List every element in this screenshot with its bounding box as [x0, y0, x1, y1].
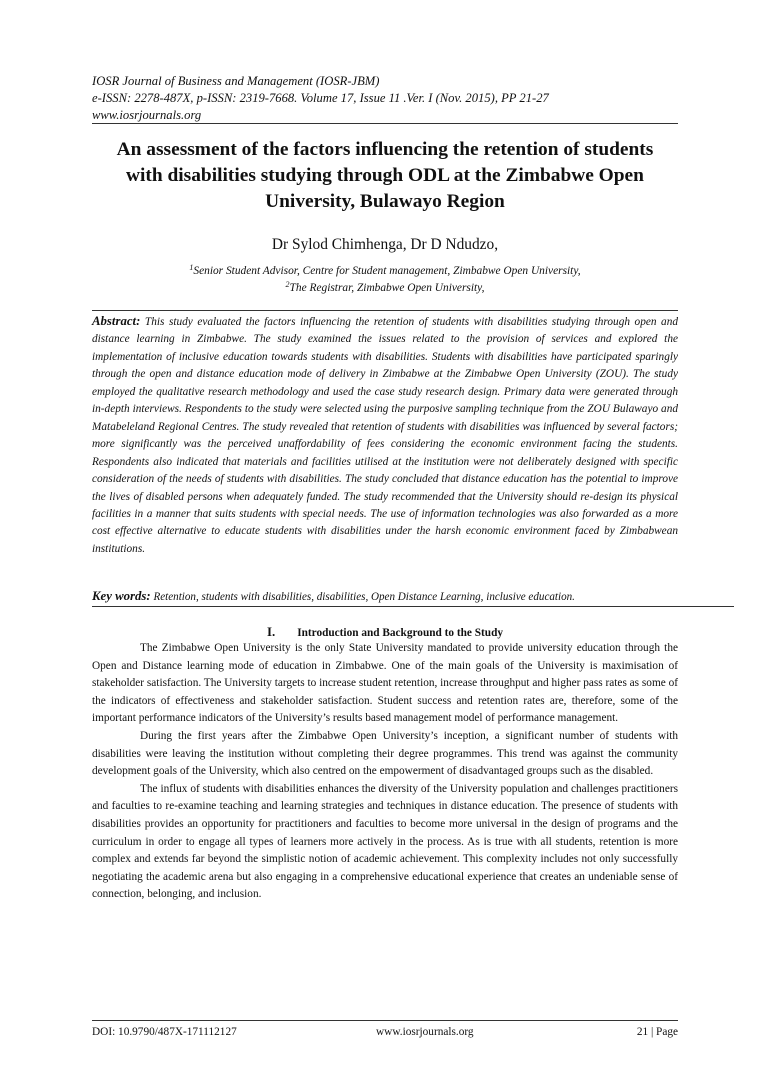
section-heading: [92, 624, 678, 641]
affiliation-marker: 2: [285, 280, 290, 289]
title-line: with disabilities studying through ODL at the Zimbabwe Open: [126, 165, 644, 186]
footer-rule: [92, 1020, 678, 1021]
title-line: University, Bulawayo Region: [265, 191, 505, 212]
keywords-label: Key words:: [92, 589, 151, 603]
affiliation-2: [92, 277, 678, 296]
paragraph: The Zimbabwe Open University is the only State University mandated to provide university education through the Open and Distance learning mode of education in Zimbabwe. One of the main goals of the University is maximisation of stakeholder satisfaction. The University targets to increase student retention, increase throughput and higher pass rates as some of the indicators of effectiveness and stakeholder satisfaction. Student success and retention rates are, therefore, some of the important performance indicators of the University’s results based management model of performance management.: [92, 642, 678, 725]
journal-website: www.iosrjournals.org: [92, 108, 202, 122]
authors: Dr Sylod Chimhenga, Dr D Ndudzo,: [271, 236, 499, 253]
footer-doi: DOI: 10.9790/487X-171112127: [92, 1026, 237, 1038]
title-line: An assessment of the factors influencing the retention of students: [116, 139, 654, 160]
paper-title: [82, 137, 688, 215]
body-text: [92, 640, 678, 904]
affiliation-text: The Registrar, Zimbabwe Open University,: [289, 282, 485, 294]
paragraph: During the first years after the Zimbabwe Open University’s inception, a significant number of students with disabilities were leaving the institution without completing their degree programmes. This trend was against the community development goals of the University, which also centred on the empowerment of disadvantaged groups such as the disabled.: [92, 729, 678, 778]
header-rule: [92, 123, 678, 124]
paragraph: The influx of students with disabilities enhances the diversity of the University population and challenges practitioners and faculties to re-examine teaching and learning strategies and techniques in distance education. The presence of students with disabilities provides an opportunity for practitioners and faculties to become more universal in the design of programs and the curriculum in order to engage all types of learners more actively in the process. As is true with all students, retention is more complex and extends far beyond the simplistic notion of academic achievement. This complexity includes not only successfully negotiating the academic arena but also engaging in a comprehensive educational experience that creates an undeniable sense of connection, belonging, and inclusion.: [92, 782, 678, 901]
keywords: [92, 588, 734, 607]
abstract-text: This study evaluated the factors influencing the retention of students with disabilities studying through open and distance learning in Zimbabwe. The study examined the issues related to the provision of services and explored the implementation of inclusive education towards students with disabilities. Students with disabilities have participated sparingly through the open and distance education mode of delivery in Zimbabwe at the Zimbabwe Open University (ZOU). The study employed the qualitative research methodology and used the case study research design. Primary data were generated through in-depth interviews. Respondents to the study were selected using the purposive sampling technique from the ZOU Bulawayo and Matabeleland Regional Centres. The study revealed that retention of students with disabilities was influenced by several factors; more significantly was the perceived unaffordability of fees considering the economic environment facing the students. Respondents also indicated that materials and facilities utilised at the institution were not deliberately designed with specific consideration of the needs of students with disabilities. The study concluded that distance education has the potential to improve the lives of disabled persons when adequately funded. The study recommended that the University should re-design its physical facilities in a manner that suits students with special needs. The use of information technologies was also forwarded as a more cost effective alternative to educate students with disabilities under the harsh economic environment faced by Zimbabwean institutions.: [92, 316, 679, 555]
section-title: Introduction and Background to the Study: [297, 627, 503, 639]
keywords-text: Retention, students with disabilities, disabilities, Open Distance Learning, inclusive education.: [153, 591, 575, 603]
section-number: I.: [267, 625, 276, 639]
journal-issn: e-ISSN: 2278-487X, p-ISSN: 2319-7668. Volume 17, Issue 11 .Ver. I (Nov. 2015), PP 21-27: [92, 91, 549, 105]
footer-website: www.iosrjournals.org: [376, 1026, 474, 1038]
abstract-label: Abstract:: [92, 314, 141, 328]
affiliation-text: Senior Student Advisor, Centre for Student management, Zimbabwe Open University,: [193, 265, 581, 277]
page-number: 21 | Page: [636, 1026, 678, 1038]
affiliation-marker: 1: [189, 263, 194, 272]
abstract: [92, 313, 678, 558]
abstract-rule: [92, 310, 678, 311]
journal-header: [92, 73, 678, 124]
journal-name: IOSR Journal of Business and Management (IOSR-JBM): [92, 74, 380, 88]
